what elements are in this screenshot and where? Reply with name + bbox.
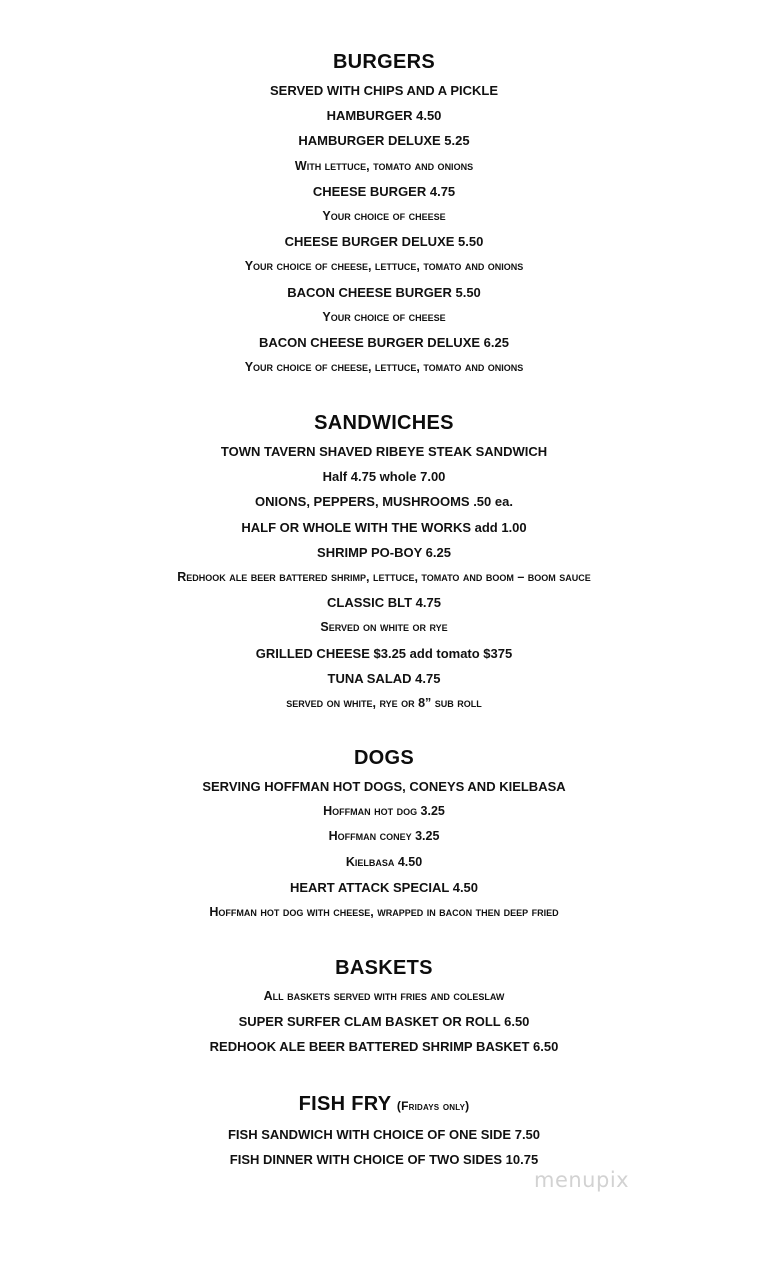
- menu-item-description: With lettuce, tomato and onions: [294, 158, 474, 173]
- menu-item: SHRIMP PO-BOY 6.25: [317, 544, 451, 560]
- menu-note: SERVED WITH CHIPS AND A PICKLE: [269, 83, 498, 98]
- menu-item: HAMBURGER DELUXE 5.25: [298, 133, 470, 149]
- menu-item: HEART ATTACK SPECIAL 4.50: [289, 879, 479, 895]
- section-title-fish-fry: [0, 1092, 768, 1118]
- section-fish-fry: [0, 1092, 768, 1172]
- menu-item: BACON CHEESE BURGER 5.50: [287, 284, 481, 300]
- section-title-note: (Fridays only): [396, 1099, 470, 1113]
- menu-item: REDHOOK ALE BEER BATTERED SHRIMP BASKET 6.50: [209, 1039, 559, 1055]
- menu-note: All baskets served with fries and coleslaw: [263, 989, 505, 1003]
- section-title-dogs: DOGS: [353, 747, 415, 769]
- watermark-logo: menupix: [534, 1168, 630, 1192]
- section-title-burgers: BURGERS: [332, 51, 436, 73]
- menu-item: TUNA SALAD 4.75: [327, 670, 441, 686]
- section-baskets: [0, 956, 768, 1060]
- menu-item-description: Served on white or rye: [320, 620, 448, 635]
- menu-item-description: Hoffman hot dog with cheese, wrapped in bacon then deep fried: [209, 904, 559, 919]
- menu-item: CHEESE BURGER DELUXE 5.50: [284, 234, 484, 250]
- menu-item: FISH SANDWICH WITH CHOICE OF ONE SIDE 7.50: [227, 1127, 541, 1142]
- menu-item: Hoffman coney 3.25: [328, 829, 440, 844]
- menu-item-description: Your choice of cheese: [322, 208, 446, 223]
- menu-item: TOWN TAVERN SHAVED RIBEYE STEAK SANDWICH: [220, 444, 548, 459]
- section-dogs: [0, 746, 768, 925]
- section-title-fish-fry-text: FISH FRY: [298, 1093, 392, 1115]
- menu-item: GRILLED CHEESE $3.25 add tomato $375: [255, 645, 513, 661]
- section-title-sandwiches: SANDWICHES: [314, 412, 454, 434]
- menu-item: FISH DINNER WITH CHOICE OF TWO SIDES 10.75: [229, 1152, 539, 1168]
- menu-item: Half 4.75 whole 7.00: [322, 469, 446, 485]
- menu-item: SUPER SURFER CLAM BASKET OR ROLL 6.50: [238, 1014, 530, 1030]
- menu-item: ONIONS, PEPPERS, MUSHROOMS .50 ea.: [255, 494, 513, 510]
- section-title-baskets: BASKETS: [335, 957, 433, 979]
- menu-item-description: Redhook ale beer battered shrimp, lettuce, tomato and boom – boom sauce: [177, 569, 591, 584]
- section-burgers: [0, 50, 768, 380]
- menu-item: Hoffman hot dog 3.25: [323, 804, 445, 819]
- menu-item: HAMBURGER 4.50: [326, 108, 442, 124]
- menu-item: Kielbasa 4.50: [345, 854, 423, 869]
- menu-item-description: Your choice of cheese, lettuce, tomato and onions: [244, 259, 524, 274]
- section-sandwiches: [0, 411, 768, 716]
- menu-item-description: Your choice of cheese, lettuce, tomato and onions: [244, 360, 524, 375]
- menu-item: BACON CHEESE BURGER DELUXE 6.25: [259, 334, 509, 350]
- menu-note: SERVING HOFFMAN HOT DOGS, CONEYS AND KIELBASA: [202, 779, 566, 794]
- menu-item: CHEESE BURGER 4.75: [312, 183, 456, 199]
- menu-item-description: served on white, rye or 8” sub roll: [286, 695, 482, 710]
- menu-item: CLASSIC BLT 4.75: [327, 595, 441, 611]
- menu-item: HALF OR WHOLE WITH THE WORKS add 1.00: [241, 519, 527, 535]
- menu-item-description: Your choice of cheese: [322, 309, 446, 324]
